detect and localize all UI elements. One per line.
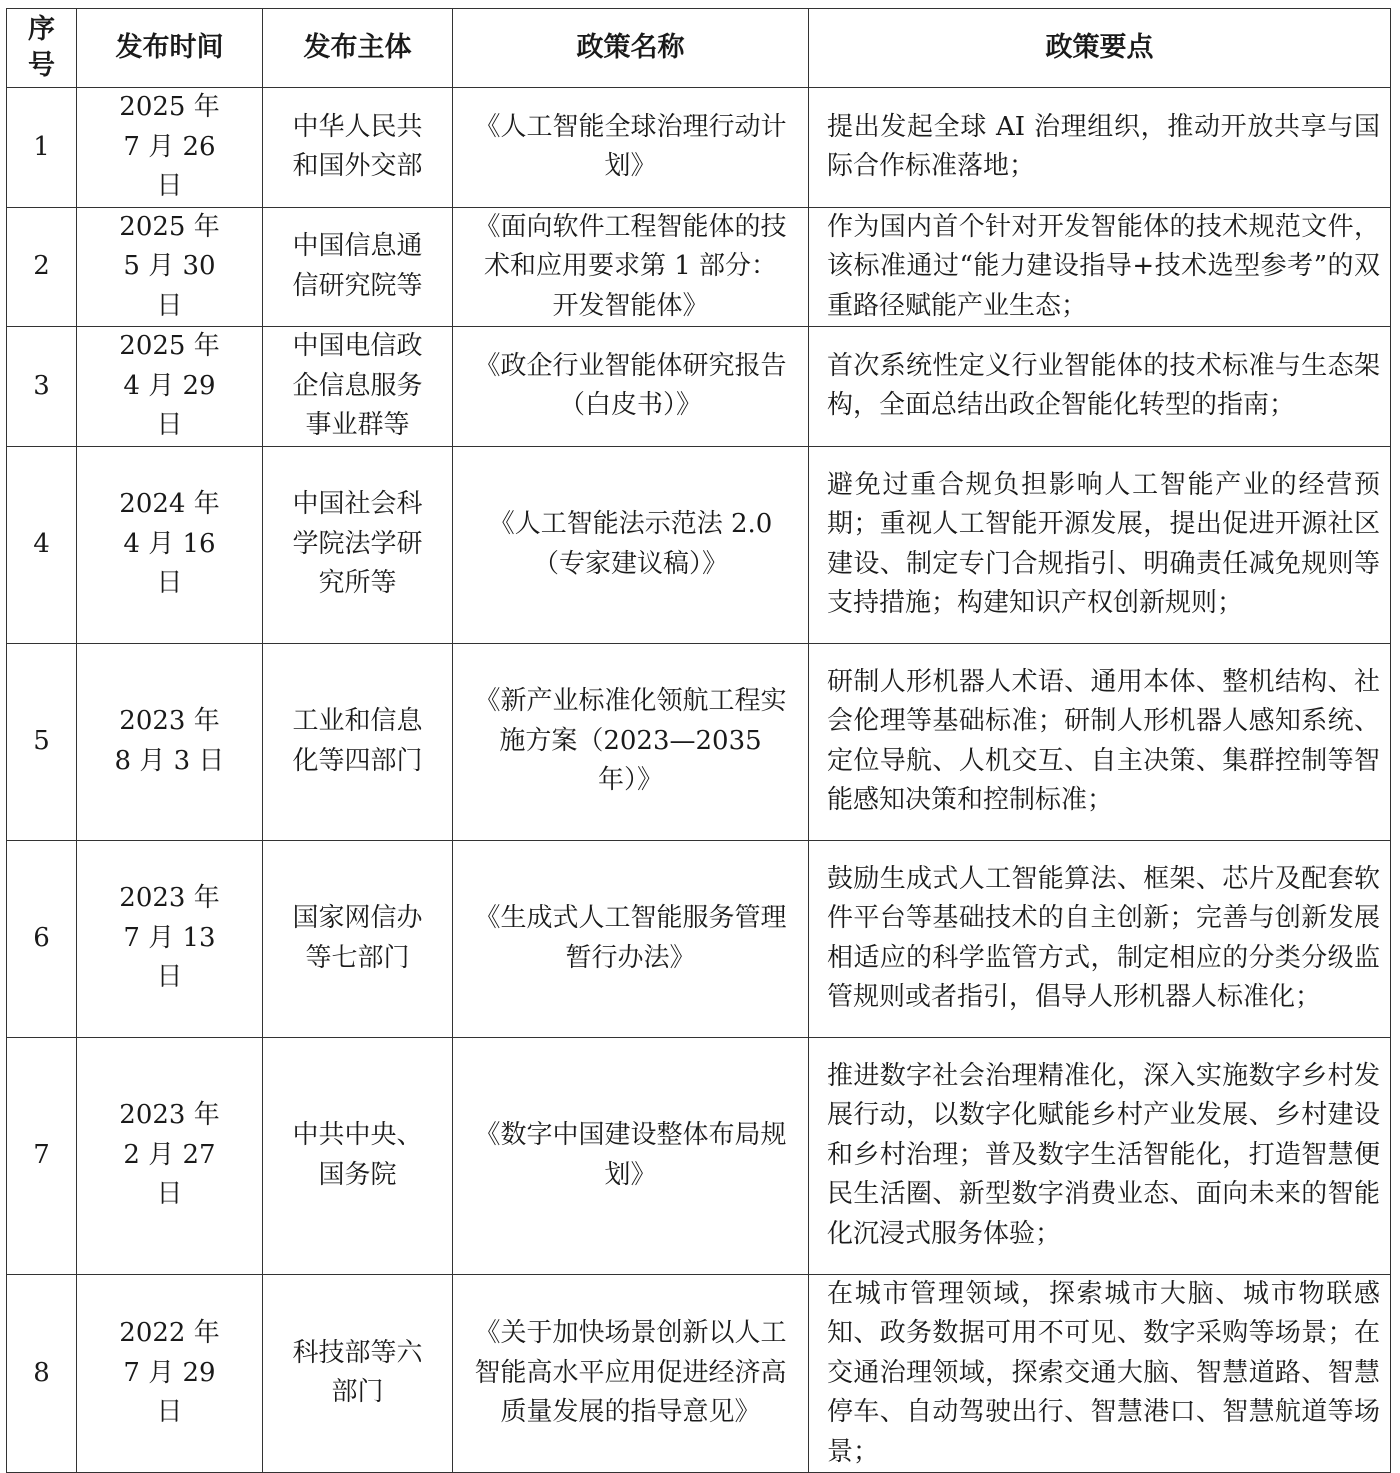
cell-no: 3	[7, 327, 77, 447]
table-row	[7, 1037, 1391, 1274]
table-row	[7, 327, 1391, 447]
cell-date-text: 2024 年 4 月 16 日	[119, 489, 220, 599]
header-name: 政策名称	[453, 9, 809, 88]
cell-name	[453, 643, 809, 840]
cell-org-text: 中国信息通信研究院等	[292, 231, 423, 301]
cell-date	[77, 327, 263, 447]
cell-name	[453, 207, 809, 327]
cell-name-text: 《政企行业智能体研究报告（白皮书）》	[474, 350, 787, 421]
cell-date-text: 2022 年 7 月 29 日	[119, 1318, 220, 1427]
cell-points-text: 提出发起全球 AI 治理组织，推动开放共享与国际合作标准落地；	[827, 111, 1380, 182]
cell-points-text: 首次系统性定义行业智能体的技术标准与生态架构，全面总结出政企智能化转型的指南；	[827, 350, 1380, 421]
cell-no: 7	[7, 1037, 77, 1274]
cell-org-text: 中共中央、国务院	[292, 1120, 423, 1190]
cell-name-text: 《人工智能法示范法 2.0（专家建议稿）》	[488, 509, 773, 579]
cell-org-text: 科技部等六部门	[292, 1337, 423, 1408]
cell-points	[809, 327, 1391, 447]
cell-points	[809, 446, 1391, 643]
cell-date-text: 2023 年 2 月 27 日	[119, 1100, 220, 1210]
cell-no: 2	[7, 207, 77, 327]
cell-name	[453, 446, 809, 643]
cell-org	[263, 207, 453, 327]
header-no	[7, 9, 77, 88]
cell-date-text: 2025 年 5 月 30 日	[119, 211, 220, 321]
cell-org	[263, 1274, 453, 1473]
cell-date	[77, 446, 263, 643]
table-row	[7, 446, 1391, 643]
cell-org-text: 中国社会科学院法学研究所等	[292, 489, 423, 599]
cell-no: 4	[7, 446, 77, 643]
cell-name	[453, 840, 809, 1037]
cell-org	[263, 1037, 453, 1274]
header-date: 发布时间	[77, 9, 263, 88]
cell-org-text: 工业和信息化等四部门	[292, 706, 423, 776]
cell-org-text: 中华人民共和国外交部	[292, 111, 423, 182]
table-row	[7, 1274, 1391, 1473]
header-org: 发布主体	[263, 9, 453, 88]
table-row	[7, 840, 1391, 1037]
cell-no: 5	[7, 643, 77, 840]
cell-date	[77, 88, 263, 208]
cell-name-text: 《生成式人工智能服务管理暂行办法》	[474, 903, 787, 973]
cell-org	[263, 446, 453, 643]
table-row	[7, 88, 1391, 208]
cell-date	[77, 643, 263, 840]
cell-points-text: 在城市管理领域，探索城市大脑、城市物联感知、政务数据可用不可见、数字采购等场景；在交通治理领域，探索交通大脑、智慧道路、智慧停车、自动驾驶出行、智慧港口、智慧航道等场景；	[827, 1278, 1380, 1467]
cell-date-text: 2025 年 7 月 26 日	[119, 92, 220, 201]
cell-points-text: 作为国内首个针对开发智能体的技术规范文件，该标准通过“能力建设指导+技术选型参考”的双重路径赋能产业生态；	[827, 211, 1380, 321]
cell-date	[77, 1274, 263, 1473]
policy-table	[6, 8, 1391, 1473]
cell-no: 6	[7, 840, 77, 1037]
cell-org	[263, 840, 453, 1037]
cell-org-text: 中国电信政企信息服务事业群等	[292, 331, 423, 440]
cell-org	[263, 327, 453, 447]
header-no-label: 序号	[28, 14, 55, 81]
cell-name-text: 《面向软件工程智能体的技术和应用要求第 1 部分：开发智能体》	[474, 211, 787, 321]
policy-table-container	[6, 8, 1390, 1473]
cell-date	[77, 840, 263, 1037]
cell-name-text: 《数字中国建设整体布局规划》	[474, 1120, 787, 1190]
cell-date-text: 2025 年 4 月 29 日	[119, 331, 220, 440]
table-row	[7, 643, 1391, 840]
cell-org-text: 国家网信办等七部门	[292, 903, 423, 973]
cell-points-text: 推进数字社会治理精准化，深入实施数字乡村发展行动，以数字化赋能乡村产业发展、乡村建设和乡村治理；普及数字生活智能化，打造智慧便民生活圈、新型数字消费业态、面向未来的智能化沉浸式服务体验；	[827, 1060, 1380, 1249]
cell-points-text: 研制人形机器人术语、通用本体、整机结构、社会伦理等基础标准；研制人形机器人感知系统、定位导航、人机交互、自主决策、集群控制等智能感知决策和控制标准；	[827, 666, 1380, 815]
cell-name	[453, 327, 809, 447]
cell-org	[263, 88, 453, 208]
cell-points	[809, 840, 1391, 1037]
table-header-row	[7, 9, 1391, 88]
cell-points-text: 鼓励生成式人工智能算法、框架、芯片及配套软件平台等基础技术的自主创新；完善与创新发展相适应的科学监管方式，制定相应的分类分级监管规则或者指引，倡导人形机器人标准化；	[827, 863, 1380, 1012]
cell-name	[453, 88, 809, 208]
cell-date-text: 2023 年 7 月 13 日	[119, 883, 220, 993]
cell-points	[809, 643, 1391, 840]
cell-name-text: 《新产业标准化领航工程实施方案（2023—2035 年）》	[474, 686, 787, 796]
cell-points	[809, 207, 1391, 327]
table-row	[7, 207, 1391, 327]
header-points: 政策要点	[809, 9, 1391, 88]
cell-name-text: 《人工智能全球治理行动计划》	[474, 111, 787, 182]
cell-points-text: 避免过重合规负担影响人工智能产业的经营预期；重视人工智能开源发展，提出促进开源社区建设、制定专门合规指引、明确责任减免规则等支持措施；构建知识产权创新规则；	[827, 469, 1380, 618]
cell-name	[453, 1037, 809, 1274]
cell-date-text: 2023 年 8 月 3 日	[114, 706, 225, 776]
cell-points	[809, 88, 1391, 208]
cell-points	[809, 1274, 1391, 1473]
cell-org	[263, 643, 453, 840]
cell-date	[77, 207, 263, 327]
cell-name-text: 《关于加快场景创新以人工智能高水平应用促进经济高质量发展的指导意见》	[474, 1318, 787, 1427]
cell-name	[453, 1274, 809, 1473]
cell-no: 8	[7, 1274, 77, 1473]
cell-points	[809, 1037, 1391, 1274]
cell-no: 1	[7, 88, 77, 208]
cell-date	[77, 1037, 263, 1274]
